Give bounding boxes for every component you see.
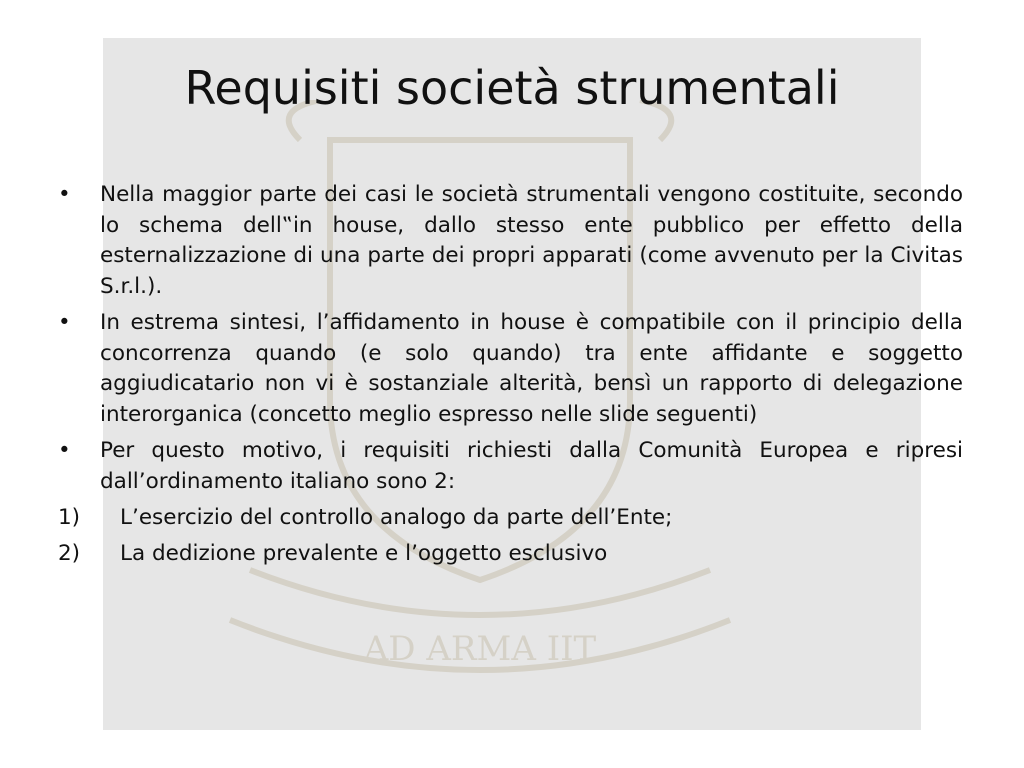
bullet-icon: • xyxy=(58,182,71,207)
bullet-icon: • xyxy=(58,438,71,463)
bullet-item xyxy=(58,180,963,302)
bullet-item xyxy=(58,308,963,430)
slide-body xyxy=(58,180,963,574)
bullet-text: In estrema sintesi, l’affidamento in house è compatibile con il principio della concorrenza quando (e solo quando) tra ente affidante e soggetto aggiudicatario non vi è sostanziale alterità, bensì un rapporto di delegazione interorganica (concetto meglio espresso nelle slide seguenti) xyxy=(100,310,963,427)
number-marker: 2) xyxy=(58,540,81,566)
bullet-icon: • xyxy=(58,310,71,335)
numbered-text: La dedizione prevalente e l’oggetto esclusivo xyxy=(120,540,608,566)
numbered-text: L’esercizio del controllo analogo da parte dell’Ente; xyxy=(120,505,673,530)
numbered-item xyxy=(58,539,963,570)
slide-title: Requisiti società strumentali xyxy=(184,61,840,115)
bullet-item xyxy=(58,436,963,497)
bullet-text: Per questo motivo, i requisiti richiesti dalla Comunità Europea e ripresi dall’ordinamento italiano sono 2: xyxy=(100,438,963,494)
bullet-text: Nella maggior parte dei casi le società strumentali vengono costituite, secondo lo schema dell‟in house, dallo stesso ente pubblico per effetto della esternalizzazione di una parte dei propri apparati (come avvenuto per la Civitas S.r.l.). xyxy=(100,182,963,299)
number-marker: 1) xyxy=(58,505,81,530)
numbered-item xyxy=(58,503,963,534)
watermark-motto: AD ARMA IIT xyxy=(363,629,597,669)
